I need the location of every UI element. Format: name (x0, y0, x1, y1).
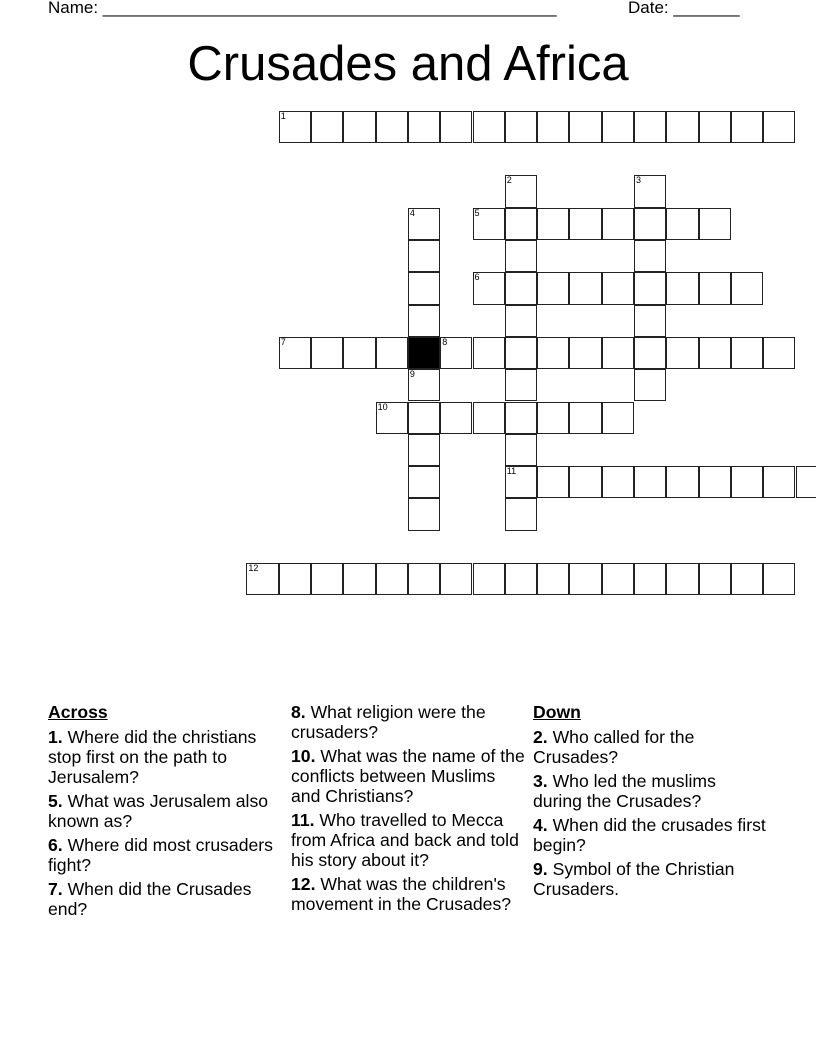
clue-number: 4. (533, 815, 548, 835)
grid-cell[interactable] (763, 466, 795, 498)
grid-cell[interactable] (311, 337, 343, 369)
clue-item (48, 835, 284, 875)
grid-cell[interactable] (602, 208, 634, 240)
grid-cell[interactable] (731, 337, 763, 369)
cell-number: 3 (636, 175, 642, 186)
grid-cell[interactable] (634, 208, 666, 240)
grid-cell[interactable] (602, 402, 634, 434)
grid-cell[interactable] (408, 434, 440, 466)
grid-cell[interactable] (731, 111, 763, 143)
grid-cell[interactable] (505, 369, 537, 401)
grid-cell[interactable] (602, 466, 634, 498)
clue-item (48, 727, 284, 787)
grid-cell[interactable] (473, 563, 505, 595)
grid-cell[interactable] (408, 240, 440, 272)
grid-cell[interactable] (634, 111, 666, 143)
grid-cell[interactable] (602, 337, 634, 369)
grid-cell[interactable] (505, 272, 537, 304)
grid-cell[interactable] (473, 337, 505, 369)
clue-number: 9. (533, 859, 548, 879)
grid-cell[interactable] (666, 466, 698, 498)
grid-cell[interactable] (505, 175, 537, 207)
grid-cell[interactable] (505, 498, 537, 530)
cell-number: 10 (377, 401, 388, 412)
grid-cell[interactable] (505, 402, 537, 434)
clue-text: Who travelled to Mecca from Africa and back and told his story about it? (291, 810, 519, 870)
across-heading: Across (48, 702, 108, 722)
clues-column-2 (291, 702, 527, 918)
grid-cell[interactable] (699, 111, 731, 143)
grid-cell[interactable] (408, 369, 440, 401)
grid-cell[interactable] (376, 563, 408, 595)
clue-number: 3. (533, 771, 548, 791)
grid-cell[interactable] (634, 563, 666, 595)
page-title: Crusades and Africa (187, 37, 629, 91)
clue-text: Symbol of the Christian Crusaders. (533, 859, 735, 899)
clue-text: What was the name of the conflicts between Muslims and Christians? (291, 746, 525, 806)
cell-number: 5 (474, 207, 480, 218)
cell-number: 7 (280, 336, 286, 347)
clue-text: Who called for the Crusades? (533, 727, 695, 767)
clue-item (291, 746, 527, 806)
grid-cell[interactable] (408, 305, 440, 337)
grid-cell[interactable] (440, 563, 472, 595)
grid-cell[interactable] (505, 111, 537, 143)
grid-cell[interactable] (408, 272, 440, 304)
cell-number: 9 (409, 369, 415, 380)
grid-cell[interactable] (731, 272, 763, 304)
grid-cell[interactable] (763, 563, 795, 595)
grid-cell[interactable] (343, 563, 375, 595)
clues-column-3 (533, 702, 769, 903)
grid-cell[interactable] (634, 240, 666, 272)
cell-number: 11 (506, 466, 517, 477)
clue-item (533, 859, 769, 899)
grid-cell[interactable] (440, 402, 472, 434)
grid-cell[interactable] (731, 563, 763, 595)
clues-column-1 (48, 702, 284, 923)
grid-cell[interactable] (699, 208, 731, 240)
grid-cell[interactable] (311, 563, 343, 595)
clue-number: 11. (291, 810, 315, 830)
clue-number: 8. (291, 702, 306, 722)
clue-number: 7. (48, 879, 63, 899)
clue-item (291, 810, 527, 870)
grid-cell[interactable] (666, 563, 698, 595)
grid-cell[interactable] (376, 402, 408, 434)
grid-cell[interactable] (311, 111, 343, 143)
cell-number: 12 (248, 563, 259, 573)
grid-cell[interactable] (699, 466, 731, 498)
grid-cell[interactable] (537, 272, 569, 304)
clue-item (48, 791, 284, 831)
clue-item (533, 771, 769, 811)
grid-cell[interactable] (505, 208, 537, 240)
grid-cell[interactable] (666, 111, 698, 143)
grid-cell[interactable] (634, 337, 666, 369)
grid-cell[interactable] (537, 111, 569, 143)
grid-cell[interactable] (505, 305, 537, 337)
grid-cell[interactable] (763, 111, 795, 143)
clue-number: 1. (48, 727, 63, 747)
grid-cell[interactable] (473, 111, 505, 143)
grid-cell[interactable] (279, 337, 311, 369)
grid-cell[interactable] (473, 208, 505, 240)
grid-cell[interactable] (569, 111, 601, 143)
clue-number: 6. (48, 835, 63, 855)
cell-number: 2 (506, 175, 512, 186)
grid-cell[interactable] (376, 337, 408, 369)
clue-text: Where did the christians stop first on the path to Jerusalem? (48, 727, 257, 787)
grid-cell[interactable] (569, 208, 601, 240)
clue-number: 10. (291, 746, 316, 766)
grid-cell[interactable] (408, 498, 440, 530)
grid-cell[interactable] (408, 563, 440, 595)
grid-cell[interactable] (343, 111, 375, 143)
clue-item (533, 815, 769, 855)
cell-number: 8 (442, 336, 448, 347)
grid-cell[interactable] (473, 402, 505, 434)
grid-cell[interactable] (537, 466, 569, 498)
grid-cell[interactable] (699, 563, 731, 595)
grid-cell[interactable] (376, 111, 408, 143)
grid-cell[interactable] (246, 563, 278, 595)
black-cell (408, 337, 440, 369)
date-field-label: Date: _______ (628, 0, 740, 17)
grid-cell[interactable] (634, 369, 666, 401)
grid-cell[interactable] (763, 337, 795, 369)
grid-cell[interactable] (602, 563, 634, 595)
clue-text: Where did most crusaders fight? (48, 835, 273, 875)
grid-cell[interactable] (569, 272, 601, 304)
grid-cell[interactable] (569, 402, 601, 434)
grid-cell[interactable] (473, 272, 505, 304)
grid-cell[interactable] (505, 240, 537, 272)
grid-cell[interactable] (505, 337, 537, 369)
grid-cell[interactable] (634, 272, 666, 304)
grid-cell[interactable] (796, 466, 816, 498)
cell-number: 6 (474, 272, 480, 283)
grid-cell[interactable] (634, 466, 666, 498)
grid-cell[interactable] (279, 563, 311, 595)
grid-cell[interactable] (634, 305, 666, 337)
cell-number: 1 (280, 110, 286, 121)
clue-item (291, 874, 527, 914)
grid-cell[interactable] (537, 563, 569, 595)
clue-item (291, 702, 527, 742)
clue-text: What religion were the crusaders? (291, 702, 486, 742)
grid-cell[interactable] (408, 111, 440, 143)
grid-cell[interactable] (408, 402, 440, 434)
grid-cell[interactable] (279, 111, 311, 143)
grid-cell[interactable] (505, 466, 537, 498)
grid-cell[interactable] (699, 337, 731, 369)
grid-cell[interactable] (666, 272, 698, 304)
cell-number: 4 (409, 207, 415, 218)
grid-cell[interactable] (440, 111, 472, 143)
clue-number: 5. (48, 791, 63, 811)
clue-item (48, 879, 284, 919)
clue-text: Who led the muslims during the Crusades? (533, 771, 716, 811)
clue-number: 12. (291, 874, 316, 894)
grid-cell[interactable] (666, 337, 698, 369)
grid-cell[interactable] (505, 563, 537, 595)
grid-cell[interactable] (569, 563, 601, 595)
grid-cell[interactable] (731, 466, 763, 498)
grid-cell[interactable] (537, 208, 569, 240)
grid-cell[interactable] (699, 272, 731, 304)
clue-text: What was Jerusalem also known as? (48, 791, 269, 831)
clue-number: 2. (533, 727, 548, 747)
grid-cell[interactable] (408, 208, 440, 240)
clue-text: When did the crusades first begin? (533, 815, 766, 855)
grid-cell[interactable] (569, 466, 601, 498)
grid-cell[interactable] (537, 402, 569, 434)
clue-text: When did the Crusades end? (48, 879, 252, 919)
grid-cell[interactable] (505, 434, 537, 466)
down-heading: Down (533, 702, 581, 722)
clue-text: What was the children's movement in the Crusades? (291, 874, 512, 914)
grid-cell[interactable] (537, 337, 569, 369)
grid-cell[interactable] (666, 208, 698, 240)
grid-cell[interactable] (343, 337, 375, 369)
grid-cell[interactable] (440, 337, 472, 369)
clue-item (533, 727, 769, 767)
grid-cell[interactable] (602, 272, 634, 304)
grid-cell[interactable] (634, 175, 666, 207)
grid-cell[interactable] (602, 111, 634, 143)
grid-cell[interactable] (569, 337, 601, 369)
grid-cell[interactable] (408, 466, 440, 498)
name-field-label: Name: ________________________________________________ (48, 0, 557, 17)
